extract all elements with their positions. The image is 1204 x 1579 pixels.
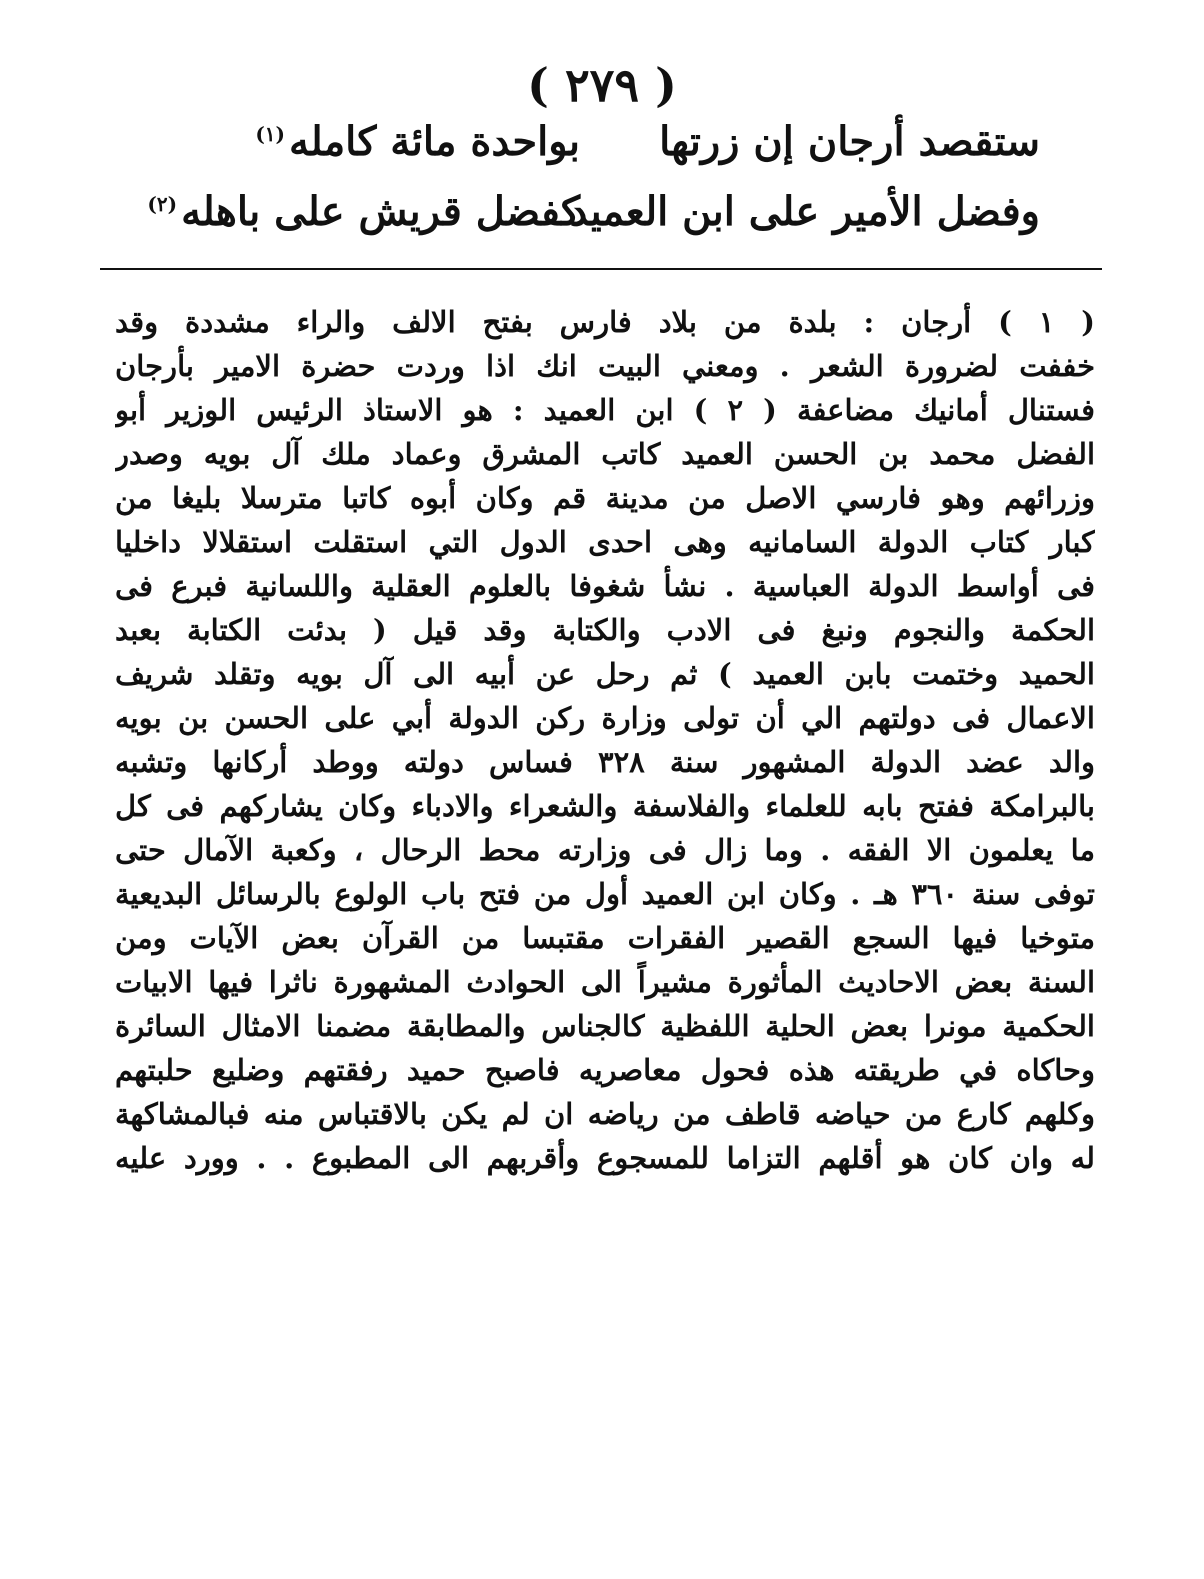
footnote-line: متوخيا فيها السجع القصير الفقرات مقتبسا من القرآن بعض الآيات ومن [115,921,1095,955]
page-number: ( ٢٧٩ ) [527,58,677,112]
footnote-line: فى أواسط الدولة العباسية . نشأ شغوفا بالعلوم العقلية واللسانية فبرع فى [115,569,1095,603]
footnote-line: توفى سنة ٣٦٠ هـ . وكان ابن العميد أول من فتح باب الولوع بالرسائل البديعية [115,877,1095,911]
footnote-separator [100,268,1102,270]
footnote-line: ( ١ ) أرجان : بلدة من بلاد فارس بفتح الالف والراء مشددة وقد [115,305,1095,339]
footnote-line: والد عضد الدولة المشهور سنة ٣٢٨ فساس دولته ووطد أركانها وتشبه [115,745,1095,779]
footnote-line: الفضل محمد بن الحسن العميد كاتب المشرق وعماد ملك آل بويه وصدر [115,437,1095,471]
footnote-line: الاعمال فى دولتهم الي أن تولى وزارة ركن الدولة أبي على الحسن بن بويه [115,701,1095,735]
footnote-line: الحكمية مونرا بعض الحلية اللفظية كالجناس والمطابقة مضمنا الامثال السائرة [115,1009,1095,1043]
verse-second-hemistich [255,118,580,165]
verse-second-hemistich [147,188,580,235]
verse-second-hemistich-text: بواحدة مائة كامله [289,118,580,165]
footnote-line: خففت لضرورة الشعر . ومعني البيت انك اذا وردت حضرة الامير بأرجان [115,349,1095,383]
verse-first-hemistich: ستقصد أرجان إن زرتها [659,118,1040,165]
footnote-line: بالبرامكة ففتح بابه للعلماء والفلاسفة والشعراء والادباء وكان يشاركهم فى كل [115,789,1095,823]
footnote-line: وزرائهم وهو فارسي الاصل من مدينة قم وكان أبوه كاتبا مترسلا بليغا من [115,481,1095,515]
footnote-line: فستنال أمانيك مضاعفة ( ٢ ) ابن العميد : هو الاستاذ الرئيس الوزير أبو [115,393,1095,427]
poem-verse [120,188,1040,258]
footnote-marker: (٢) [147,191,178,216]
footnote-line: له وان كان هو أقلهم التزاما للمسجوع وأقربهم الى المطبوع . . وورد عليه [115,1141,1095,1175]
footnote-line: كبار كتاب الدولة السامانيه وهى احدى الدول التي استقلت استقلالا داخليا [115,525,1095,559]
footnote-line: وحاكاه في طريقته هذه فحول معاصريه فاصبح حميد رفقتهم وضليع حلبتهم [115,1053,1095,1087]
footnote-line: ما يعلمون الا الفقه . وما زال فى وزارته محط الرحال ، وكعبة الآمال حتى [115,833,1095,867]
footnote-line: وكلهم كارع من حياضه قاطف من رياضه ان لم يكن بالاقتباس منه فبالمشاكهة [115,1097,1095,1131]
verse-first-hemistich: وفضل الأمير على ابن العميد [569,188,1040,235]
footnote-marker: (١) [255,121,286,146]
footnote-line: الحكمة والنجوم ونبغ فى الادب والكتابة وقد قيل ( بدئت الكتابة بعبد [115,613,1095,647]
footnote-line: السنة بعض الاحاديث المأثورة مشيراً الى الحوادث المشهورة ناثرا فيها الابيات [115,965,1095,999]
footnote-line: الحميد وختمت بابن العميد ) ثم رحل عن أبيه الى آل بويه وتقلد شريف [115,657,1095,691]
poem-verse [120,118,1040,188]
footnotes-section [115,300,1095,1180]
verse-second-hemistich-text: كفضل قريش على باهله [181,188,580,235]
